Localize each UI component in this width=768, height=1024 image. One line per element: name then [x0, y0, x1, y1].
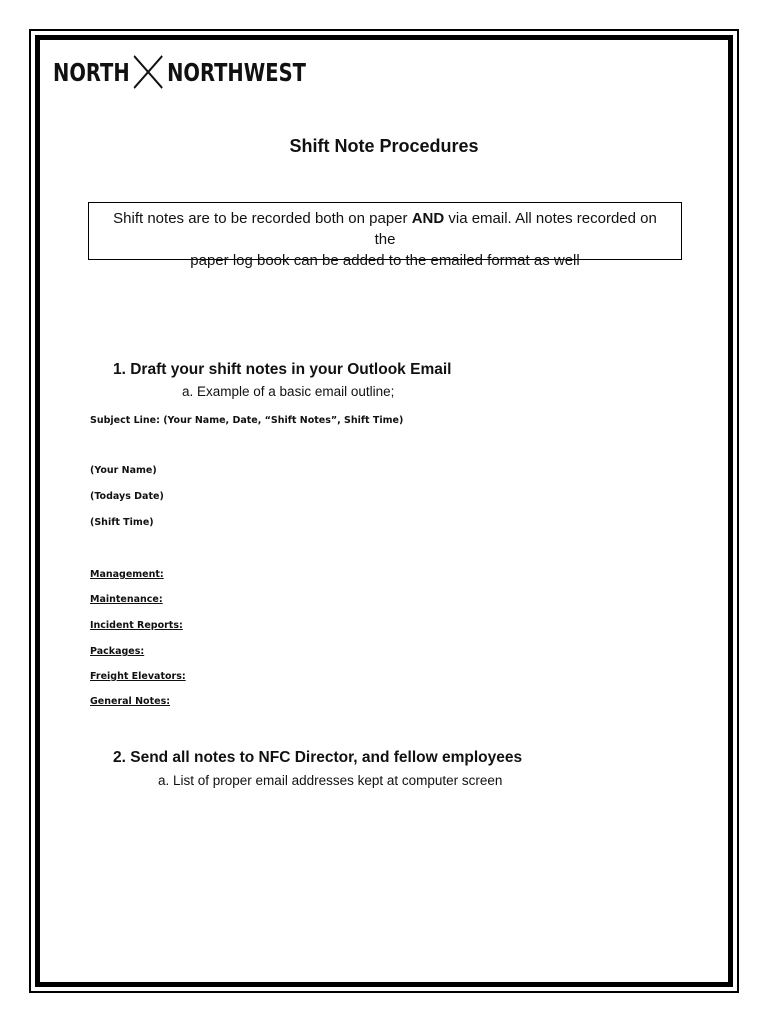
notice-line-2: paper log book can be added to the emailed format as well [190, 252, 580, 269]
section-label: General Notes: [90, 696, 171, 707]
step-2-heading: 2. Send all notes to NFC Director, and fellow employees [113, 749, 523, 766]
step-1-heading: 1. Draft your shift notes in your Outlook Email [113, 361, 452, 378]
logo-right-word: NORTHWEST [167, 57, 306, 87]
step-2-sub: a. List of proper email addresses kept at computer screen [158, 773, 503, 788]
logo-x-icon [131, 54, 165, 90]
document-title: Shift Note Procedures [289, 136, 479, 156]
notice-line-1: Shift notes are to be recorded both on paper AND via email. All notes recorded on the [113, 210, 657, 248]
company-logo [53, 54, 306, 90]
step-1-sub: a. Example of a basic email outline; [182, 384, 395, 399]
page-border-inner [35, 35, 733, 987]
section-label: Management: [90, 569, 164, 580]
logo-left-word: NORTH [53, 57, 130, 87]
section-label: Freight Elevators: [90, 671, 186, 682]
header-field: (Your Name) [90, 465, 157, 476]
header-field: (Todays Date) [90, 491, 164, 502]
notice-emphasis: AND [411, 210, 445, 227]
section-label: Packages: [90, 646, 145, 657]
header-field: (Shift Time) [90, 517, 154, 528]
section-label: Maintenance: [90, 594, 163, 605]
section-label: Incident Reports: [90, 620, 183, 631]
notice-box [88, 202, 682, 269]
subject-line: Subject Line: (Your Name, Date, “Shift Notes”, Shift Time) [90, 415, 404, 426]
